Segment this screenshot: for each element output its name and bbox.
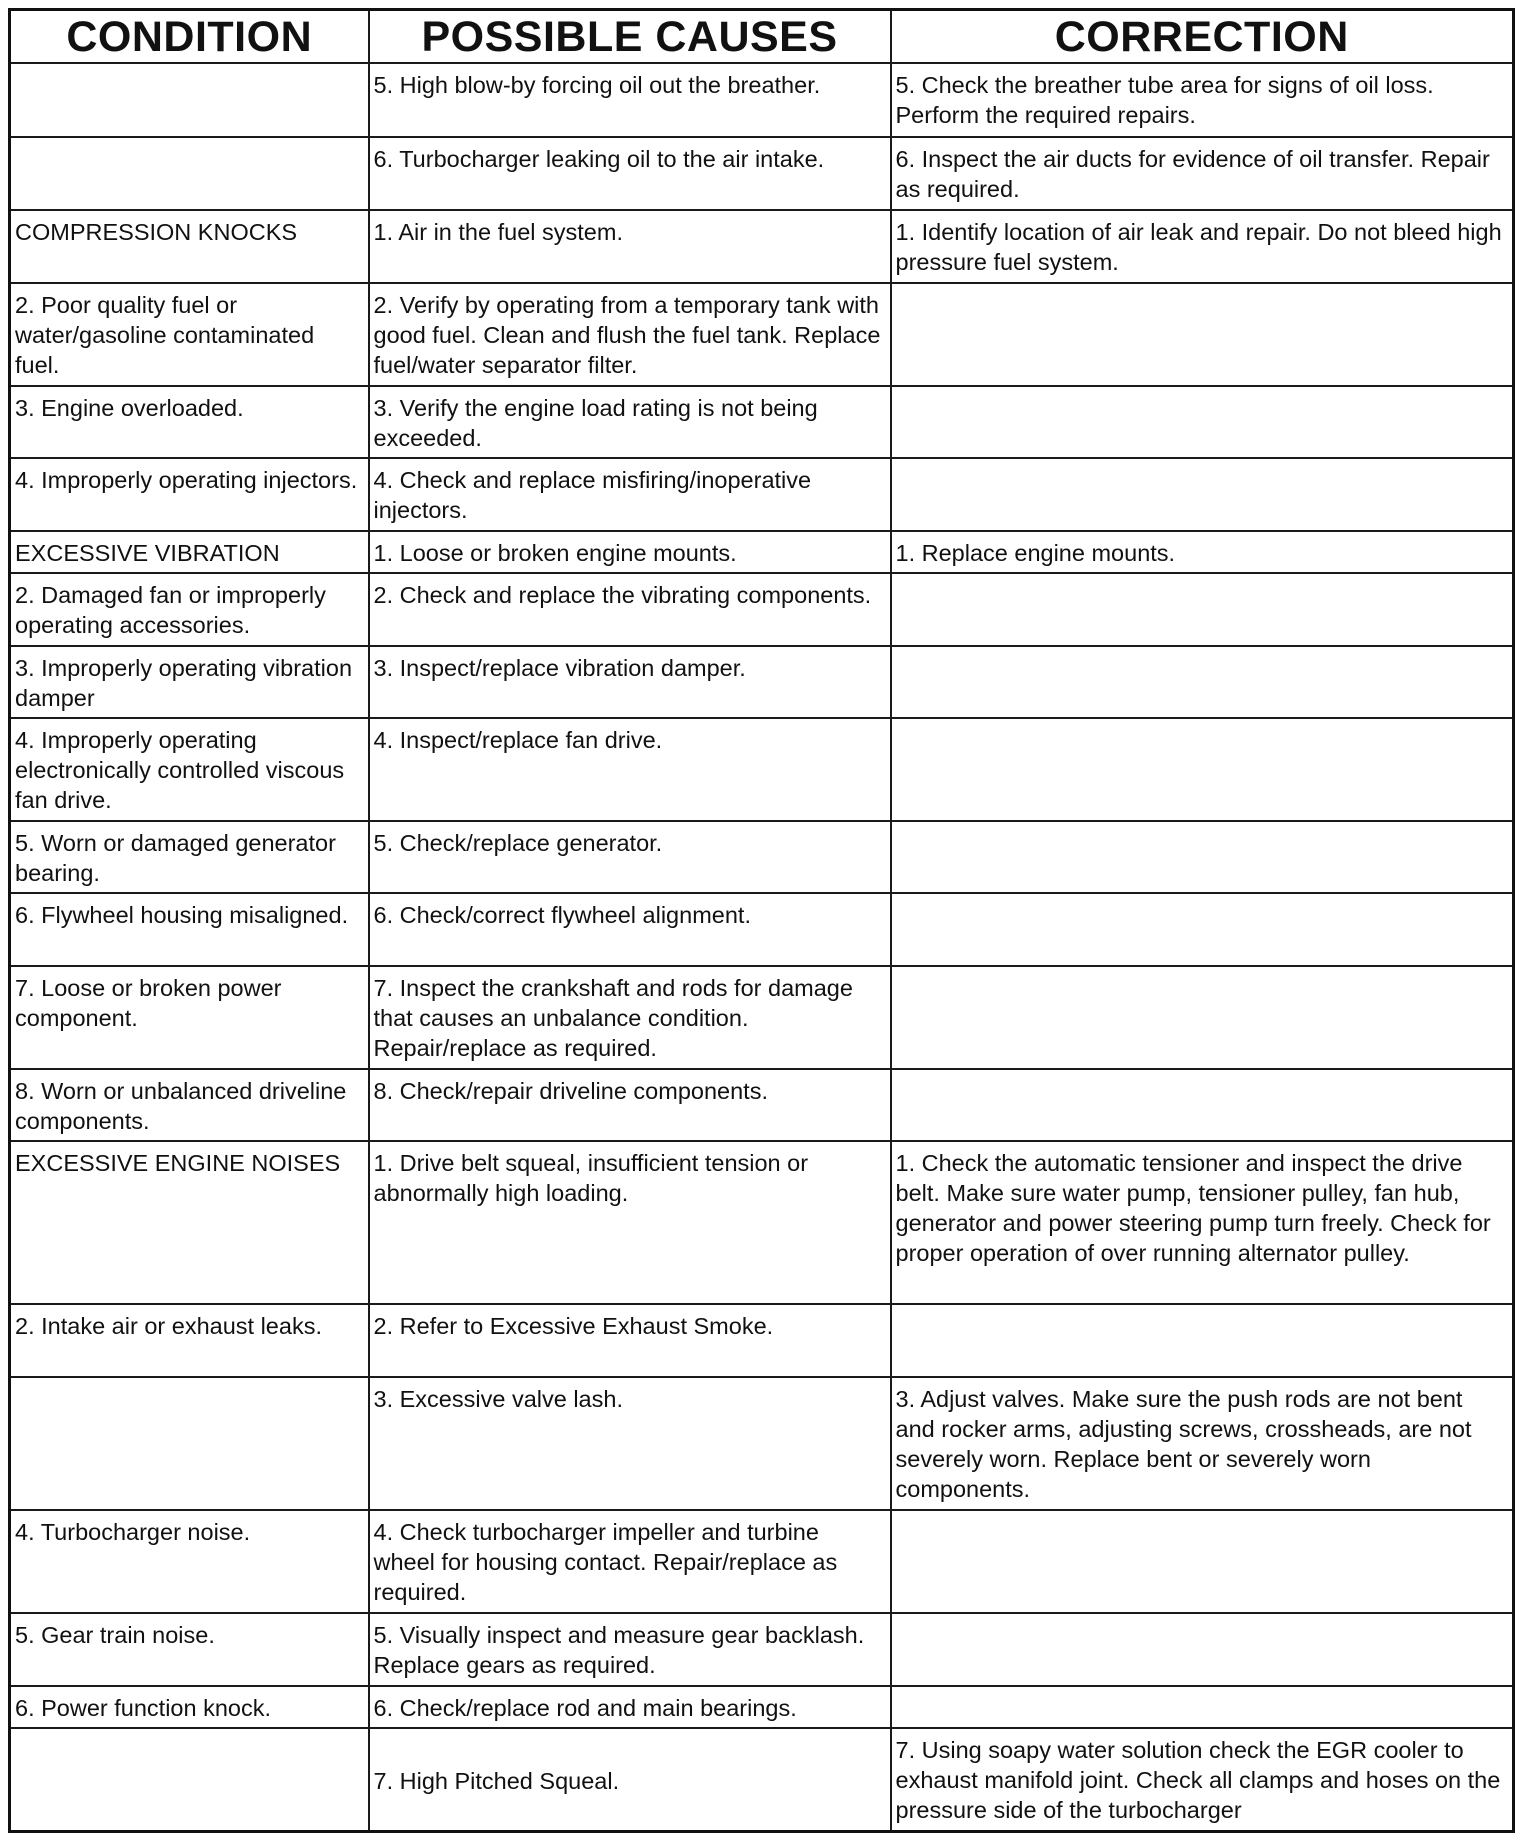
condition-cell: 6. Flywheel housing misaligned.: [10, 893, 369, 966]
table-row: [10, 1728, 1514, 1831]
correction-cell: [891, 821, 1514, 893]
header-row: [10, 10, 1514, 64]
table-row: [10, 137, 1514, 210]
cause-cell: 8. Check/repair driveline components.: [369, 1069, 891, 1141]
correction-cell: [891, 1069, 1514, 1141]
cause-cell: 1. Drive belt squeal, insufficient tension or abnormally high loading.: [369, 1141, 891, 1304]
condition-cell: 2. Damaged fan or improperly operating accessories.: [10, 573, 369, 646]
cause-cell: 1. Air in the fuel system.: [369, 210, 891, 283]
correction-cell: 1. Identify location of air leak and repair. Do not bleed high pressure fuel system.: [891, 210, 1514, 283]
cause-cell: 2. Check and replace the vibrating components.: [369, 573, 891, 646]
cause-cell: 6. Turbocharger leaking oil to the air intake.: [369, 137, 891, 210]
cause-cell: 6. Check/replace rod and main bearings.: [369, 1686, 891, 1728]
table-row: [10, 531, 1514, 573]
condition-cell: 3. Engine overloaded.: [10, 386, 369, 458]
condition-cell: 5. Gear train noise.: [10, 1613, 369, 1686]
correction-cell: [891, 458, 1514, 531]
table-row: [10, 1613, 1514, 1686]
correction-cell: [891, 966, 1514, 1069]
condition-cell: 7. Loose or broken power component.: [10, 966, 369, 1069]
correction-header: CORRECTION: [891, 10, 1514, 64]
table-row: [10, 210, 1514, 283]
condition-cell: 6. Power function knock.: [10, 1686, 369, 1728]
causes-header: POSSIBLE CAUSES: [369, 10, 891, 64]
table-row: [10, 646, 1514, 718]
correction-cell: [891, 893, 1514, 966]
table-row: [10, 718, 1514, 821]
condition-cell: EXCESSIVE VIBRATION: [10, 531, 369, 573]
table-row: [10, 1377, 1514, 1510]
condition-cell: 2. Poor quality fuel or water/gasoline contaminated fuel.: [10, 283, 369, 386]
cause-cell: 7. High Pitched Squeal.: [369, 1728, 891, 1831]
correction-cell: [891, 1613, 1514, 1686]
table-row: [10, 1069, 1514, 1141]
correction-cell: 5. Check the breather tube area for signs of oil loss. Perform the required repairs.: [891, 63, 1514, 137]
correction-cell: 1. Replace engine mounts.: [891, 531, 1514, 573]
diagnosis-table: [8, 8, 1515, 1833]
cause-cell: 6. Check/correct flywheel alignment.: [369, 893, 891, 966]
cause-cell: 3. Inspect/replace vibration damper.: [369, 646, 891, 718]
condition-cell: [10, 137, 369, 210]
cause-cell: 5. High blow-by forcing oil out the breather.: [369, 63, 891, 137]
condition-cell: 5. Worn or damaged generator bearing.: [10, 821, 369, 893]
correction-cell: [891, 573, 1514, 646]
cause-cell: 3. Excessive valve lash.: [369, 1377, 891, 1510]
table-row: [10, 893, 1514, 966]
diagnosis-sheet: [8, 8, 1512, 1833]
table-row: [10, 386, 1514, 458]
condition-header: CONDITION: [10, 10, 369, 64]
correction-cell: 6. Inspect the air ducts for evidence of oil transfer. Repair as required.: [891, 137, 1514, 210]
cause-cell: 2. Refer to Excessive Exhaust Smoke.: [369, 1304, 891, 1377]
cause-cell: 4. Check turbocharger impeller and turbine wheel for housing contact. Repair/replace as required.: [369, 1510, 891, 1613]
condition-cell: 2. Intake air or exhaust leaks.: [10, 1304, 369, 1377]
table-row: [10, 573, 1514, 646]
condition-cell: [10, 1377, 369, 1510]
condition-cell: 3. Improperly operating vibration damper: [10, 646, 369, 718]
cause-cell: 7. Inspect the crankshaft and rods for damage that causes an unbalance condition. Repair/replace as required.: [369, 966, 891, 1069]
correction-cell: [891, 646, 1514, 718]
condition-cell: 4. Turbocharger noise.: [10, 1510, 369, 1613]
cause-cell: 3. Verify the engine load rating is not being exceeded.: [369, 386, 891, 458]
table-row: [10, 1141, 1514, 1304]
correction-cell: [891, 718, 1514, 821]
table-row: [10, 458, 1514, 531]
correction-cell: [891, 1304, 1514, 1377]
correction-cell: 3. Adjust valves. Make sure the push rods are not bent and rocker arms, adjusting screws, crossheads, are not severely worn. Replace bent or severely worn components.: [891, 1377, 1514, 1510]
cause-cell: 1. Loose or broken engine mounts.: [369, 531, 891, 573]
condition-cell: COMPRESSION KNOCKS: [10, 210, 369, 283]
correction-cell: [891, 386, 1514, 458]
condition-cell: EXCESSIVE ENGINE NOISES: [10, 1141, 369, 1304]
condition-cell: 8. Worn or unbalanced driveline components.: [10, 1069, 369, 1141]
correction-cell: 7. Using soapy water solution check the EGR cooler to exhaust manifold joint. Check all clamps and hoses on the pressure side of the turbocharger: [891, 1728, 1514, 1831]
condition-cell: [10, 63, 369, 137]
table-row: [10, 966, 1514, 1069]
cause-cell: 2. Verify by operating from a temporary tank with good fuel. Clean and flush the fuel tank. Replace fuel/water separator filter.: [369, 283, 891, 386]
condition-cell: 4. Improperly operating injectors.: [10, 458, 369, 531]
condition-cell: 4. Improperly operating electronically controlled viscous fan drive.: [10, 718, 369, 821]
correction-cell: [891, 1510, 1514, 1613]
table-row: [10, 821, 1514, 893]
cause-cell: 5. Visually inspect and measure gear backlash. Replace gears as required.: [369, 1613, 891, 1686]
table-row: [10, 283, 1514, 386]
cause-cell: 4. Check and replace misfiring/inoperative injectors.: [369, 458, 891, 531]
table-row: [10, 1686, 1514, 1728]
table-row: [10, 1510, 1514, 1613]
cause-cell: 4. Inspect/replace fan drive.: [369, 718, 891, 821]
correction-cell: 1. Check the automatic tensioner and inspect the drive belt. Make sure water pump, tensioner pulley, fan hub, generator and power steering pump turn freely. Check for proper operation of over running alternator pulley.: [891, 1141, 1514, 1304]
cause-cell: 5. Check/replace generator.: [369, 821, 891, 893]
correction-cell: [891, 1686, 1514, 1728]
condition-cell: [10, 1728, 369, 1831]
table-row: [10, 1304, 1514, 1377]
correction-cell: [891, 283, 1514, 386]
table-row: [10, 63, 1514, 137]
